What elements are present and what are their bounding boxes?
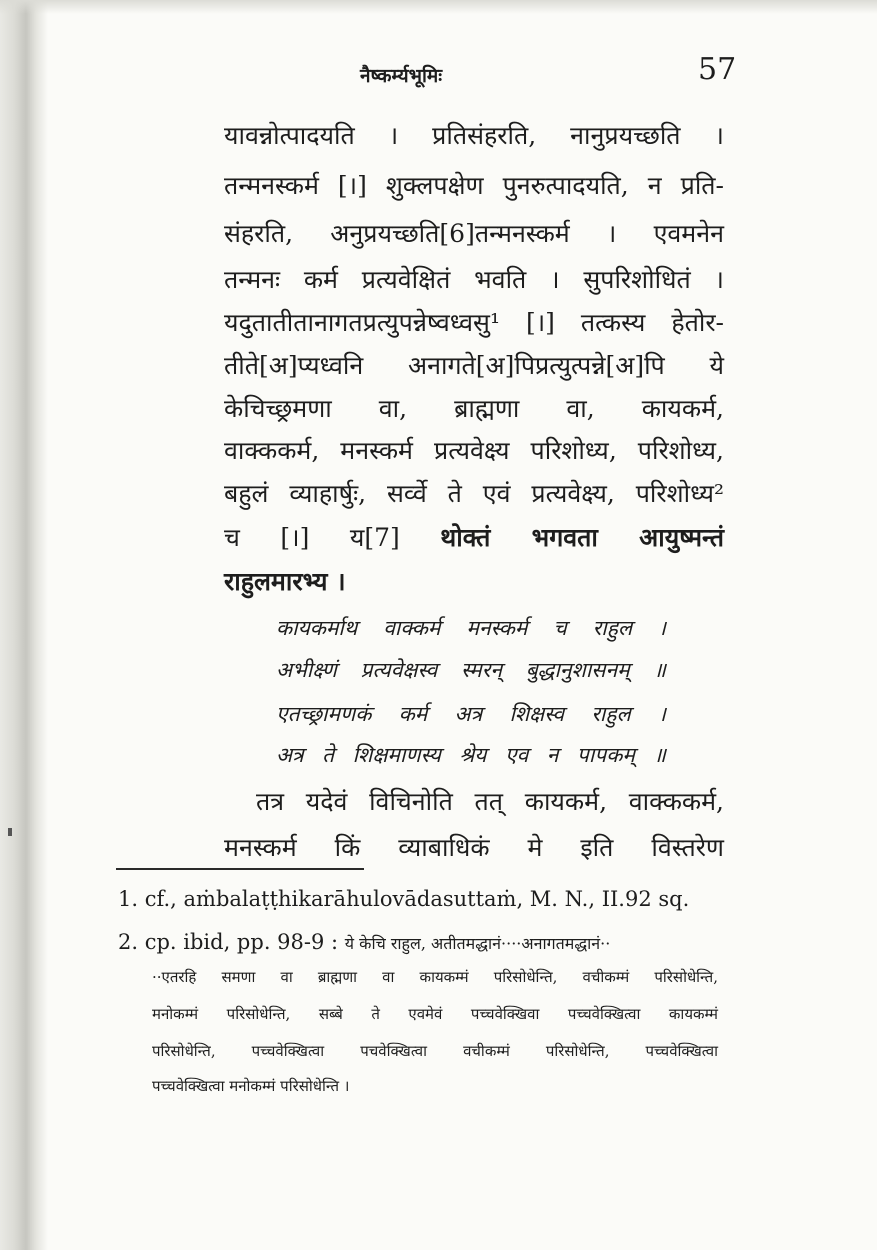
verse-line: अभीक्ष्णं प्रत्यवेक्षस्व स्मरन् बुद्धानुशासनम् ॥ xyxy=(276,658,666,682)
footnote-2-line: ··एतरहि समणा वा ब्राह्मणा वा कायकम्मं परिसोधेन्ति, वचीकम्मं परिसोधेन्ति, xyxy=(152,968,718,986)
body-line: बहुलं व्याहार्षुः, सर्व्वे ते एवं प्रत्यवेक्ष्य, परिशोध्य² xyxy=(224,479,724,508)
body-line: तन्मनस्कर्म [।] शुक्लपक्षेण पुनरुत्पादयति, न प्रति- xyxy=(224,171,724,200)
body-line: तत्र यदेवं विचिनोति तत् कायकर्म, वाक्ककर्म, xyxy=(256,787,724,816)
body-line: तीते[अ]प्यध्वनि अनागते[अ]पिप्रत्युत्पन्ने[अ]पि ये xyxy=(224,351,724,380)
footnote-2-line: परिसोधेन्ति, पच्चवेक्खित्वा पचवेक्खित्वा वचीकम्मं परिसोधेन्ति, पच्चवेक्खित्वा xyxy=(152,1042,718,1060)
page-number: 57 xyxy=(698,52,737,87)
footnote-2-ref: 2. cp. ibid, pp. 98-9 : xyxy=(118,930,339,954)
bold-phrase: राहुलमारभ्य । xyxy=(224,567,346,596)
body-line: मनस्कर्म किं व्याबाधिकं मे इति विस्तरेण xyxy=(224,833,724,862)
footnote-2-pali: ये केचि राहुल, अतीतमद्धानं····अनागतमद्धानं·· xyxy=(344,934,611,953)
body-line: यदुतातीतानागतप्रत्युपन्नेष्वध्वसु¹ [।] तत्कस्य हेतोर- xyxy=(224,308,724,337)
body-line-bold xyxy=(224,564,724,598)
body-line: केचिच्छ्रमणा वा, ब्राह्मणा वा, कायकर्म, xyxy=(224,394,724,423)
running-head: नैष्कर्म्यभूमिः xyxy=(360,65,443,87)
body-line: यावन्नोत्पादयति । प्रतिसंहरति, नानुप्रयच्छति । xyxy=(224,121,724,150)
verse-line: कायकर्माथ वाक्कर्म मनस्कर्म च राहुल । xyxy=(276,616,666,640)
body-line: संहरति, अनुप्रयच्छति[6]तन्मनस्कर्म । एवमनेन xyxy=(224,219,724,248)
footnote-2-head xyxy=(118,930,610,954)
bold-phrase: थोक्तं भगवता आयुष्मन्तं xyxy=(440,523,724,552)
margin-mark xyxy=(8,828,12,836)
body-line: तन्मनः कर्म प्रत्यवेक्षितं भवति । सुपरिशोधितं । xyxy=(224,265,724,294)
body-line-quote-intro xyxy=(224,520,724,554)
line-start: च [।] य[7] xyxy=(224,523,400,552)
verse-line: एतच्छ्रामणकं कर्म अत्र शिक्षस्व राहुल । xyxy=(276,702,666,726)
page-top-edge xyxy=(0,0,877,14)
footnote-2-line: पच्चवेक्खित्वा मनोकम्मं परिसोधेन्ति । xyxy=(152,1077,350,1095)
page-binding-shadow xyxy=(0,0,48,1250)
footnote-rule xyxy=(116,868,364,870)
verse-line: अत्र ते शिक्षमाणस्य श्रेय एव न पापकम् ॥ xyxy=(276,743,666,767)
footnote-2-line: मनोकम्मं परिसोधेन्ति, सब्बे ते एवमेवं पच्चवेक्खिवा पच्चवेक्खित्वा कायकम्मं xyxy=(152,1005,718,1023)
footnote-1: 1. cf., aṁbalaṭṭhikarāhulovādasuttaṁ, M. N., II.92 sq. xyxy=(118,887,690,911)
body-line: वाक्ककर्म, मनस्कर्म प्रत्यवेक्ष्य परिशोध्य, परिशोध्य, xyxy=(224,436,724,465)
